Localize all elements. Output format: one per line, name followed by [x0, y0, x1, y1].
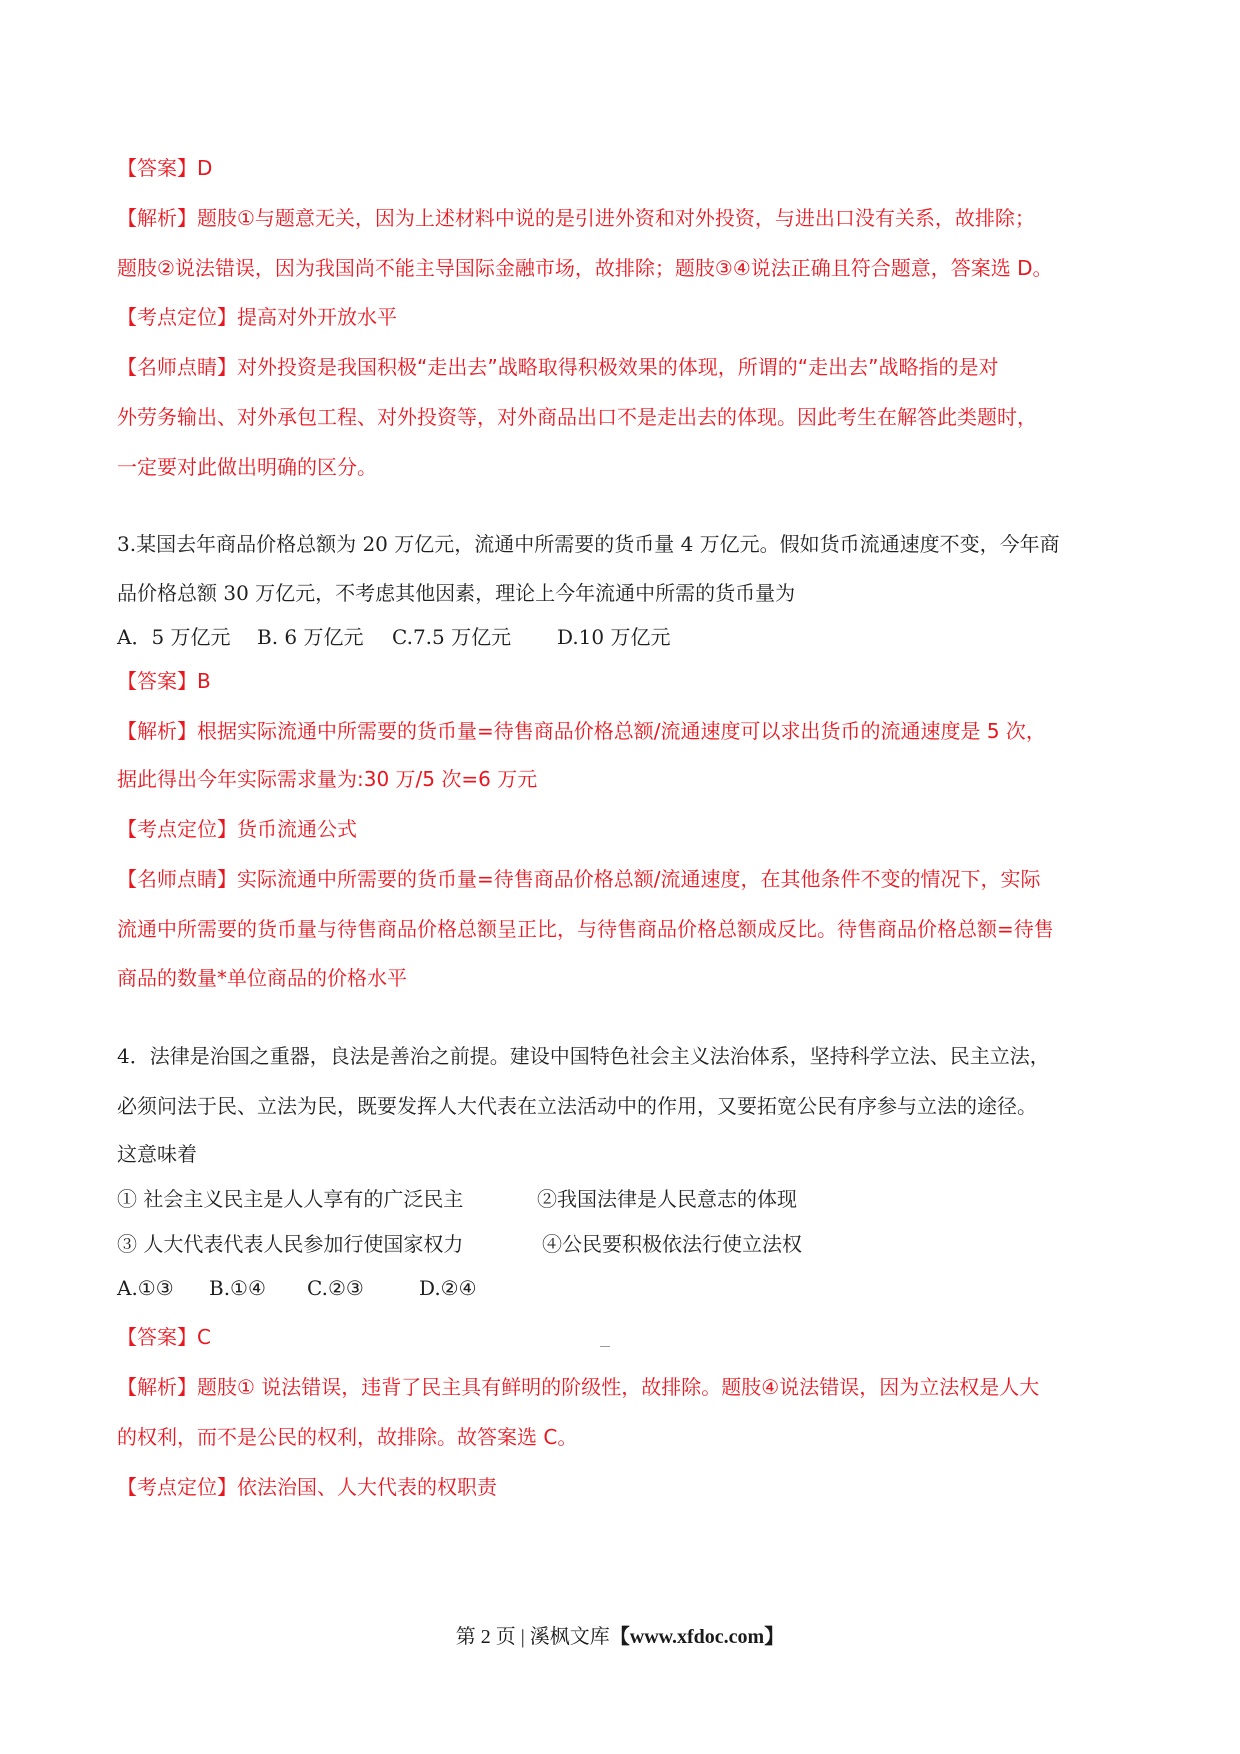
analysis-text: 根据实际流通中所需要的货币量=待售商品价格总额/流通速度可以求出货币的流通速度是 5 次， — [197, 719, 1046, 743]
q4-option-a: A.①③ — [117, 1276, 174, 1300]
q4-analysis-line2: 的权利，而不是公民的权利，故排除。故答案选 C。 — [117, 1425, 578, 1449]
q3-option-b: B. 6 万亿元 — [257, 625, 364, 649]
q2-teacher-line2: 外劳务输出、对外承包工程、对外投资等，对外商品出口不是走出去的体现。因此考生在解答此类题时， — [117, 405, 1037, 429]
q3-option-c: C.7.5 万亿元 — [392, 625, 512, 649]
q3-option-a: A．5 万亿元 — [117, 625, 231, 649]
point-text: 依法治国、人大代表的权职责 — [237, 1475, 497, 1499]
q3-teacher-line3: 商品的数量*单位商品的价格水平 — [117, 966, 407, 990]
analysis-tag: 【解析】 — [117, 1375, 197, 1399]
analysis-tag: 【解析】 — [117, 206, 197, 230]
q4-stem-line1: 4．法律是治国之重器，良法是善治之前提。建设中国特色社会主义法治体系，坚持科学立法、民主立法， — [117, 1044, 1050, 1068]
analysis-text: 题肢① 说法错误，违背了民主具有鲜明的阶级性，故排除。题肢④说法错误，因为立法权是人大 — [197, 1375, 1040, 1399]
teacher-tag: 【名师点睛】 — [117, 867, 237, 891]
q2-teacher-line1 — [117, 352, 1147, 382]
q4-options — [117, 1273, 1147, 1303]
q3-teacher-line1 — [117, 864, 1147, 894]
point-tag: 【考点定位】 — [117, 305, 237, 329]
q4-stem-line2: 必须问法于民、立法为民，既要发挥人大代表在立法活动中的作用，又要拓宽公民有序参与立法的途径。 — [117, 1094, 1037, 1118]
teacher-text: 对外投资是我国积极“走出去”战略取得积极效果的体现，所谓的“走出去”战略指的是对 — [237, 355, 999, 379]
q3-option-d: D.10 万亿元 — [557, 625, 671, 649]
q3-analysis-line1 — [117, 716, 1147, 746]
q3-stem-line2: 品价格总额 30 万亿元，不考虑其他因素，理论上今年流通中所需的货币量为 — [117, 581, 796, 605]
q4-item-3: ③ 人大代表代表人民参加行使国家权力 — [117, 1232, 464, 1256]
q4-option-d: D.②④ — [419, 1276, 477, 1300]
answer-tag: 【答案】 — [117, 156, 197, 180]
q2-teacher-line3: 一定要对此做出明确的区分。 — [117, 455, 377, 479]
stray-dash-mark — [600, 1346, 610, 1347]
q3-stem-line1: 3.某国去年商品价格总额为 20 万亿元，流通中所需要的货币量 4 万亿元。假如货币流通速度不变，今年商 — [117, 532, 1060, 556]
answer-value: B — [197, 669, 211, 693]
footer-site-link[interactable]: 【www.xfdoc.com】 — [609, 1626, 785, 1648]
q4-items-row1 — [117, 1184, 1147, 1214]
q2-answer — [117, 153, 1147, 183]
q4-analysis-line1 — [117, 1372, 1147, 1402]
q4-stem-line3: 这意味着 — [117, 1142, 197, 1166]
q4-option-b: B.①④ — [209, 1276, 266, 1300]
q3-teacher-line2: 流通中所需要的货币量与待售商品价格总额呈正比，与待售商品价格总额成反比。待售商品价格总额=待售 — [117, 917, 1054, 941]
q4-item-2: ②我国法律是人民意志的体现 — [537, 1187, 797, 1211]
q3-answer — [117, 666, 1147, 696]
footer-page-label: 第 2 页 | 溪枫文库 — [455, 1626, 610, 1648]
teacher-tag: 【名师点睛】 — [117, 355, 237, 379]
analysis-text: 题肢①与题意无关，因为上述材料中说的是引进外资和对外投资，与进出口没有关系，故排除； — [197, 206, 1035, 230]
q2-analysis-line2: 题肢②说法错误，因为我国尚不能主导国际金融市场，故排除；题肢③④说法正确且符合题意，答案选 D。 — [117, 256, 1053, 280]
point-tag: 【考点定位】 — [117, 817, 237, 841]
q4-item-1: ① 社会主义民主是人人享有的广泛民主 — [117, 1187, 464, 1211]
answer-tag: 【答案】 — [117, 669, 197, 693]
answer-value: D — [197, 156, 213, 180]
q3-point — [117, 814, 1147, 844]
q4-option-c: C.②③ — [307, 1276, 364, 1300]
q2-analysis-line1 — [117, 203, 1147, 233]
answer-value: C — [197, 1325, 211, 1349]
q4-point — [117, 1472, 1147, 1502]
answer-tag: 【答案】 — [117, 1325, 197, 1349]
point-text: 提高对外开放水平 — [237, 305, 397, 329]
q3-options — [117, 622, 1147, 652]
point-text: 货币流通公式 — [237, 817, 357, 841]
q3-analysis-line2: 据此得出今年实际需求量为:30 万/5 次=6 万元 — [117, 767, 538, 791]
teacher-text: 实际流通中所需要的货币量=待售商品价格总额/流通速度，在其他条件不变的情况下，实际 — [237, 867, 1041, 891]
point-tag: 【考点定位】 — [117, 1475, 237, 1499]
analysis-tag: 【解析】 — [117, 719, 197, 743]
q4-answer — [117, 1322, 1147, 1352]
q2-point — [117, 302, 1147, 332]
q4-items-row2 — [117, 1229, 1147, 1259]
q4-item-4: ④公民要积极依法行使立法权 — [542, 1232, 802, 1256]
page-footer — [0, 1620, 1240, 1649]
